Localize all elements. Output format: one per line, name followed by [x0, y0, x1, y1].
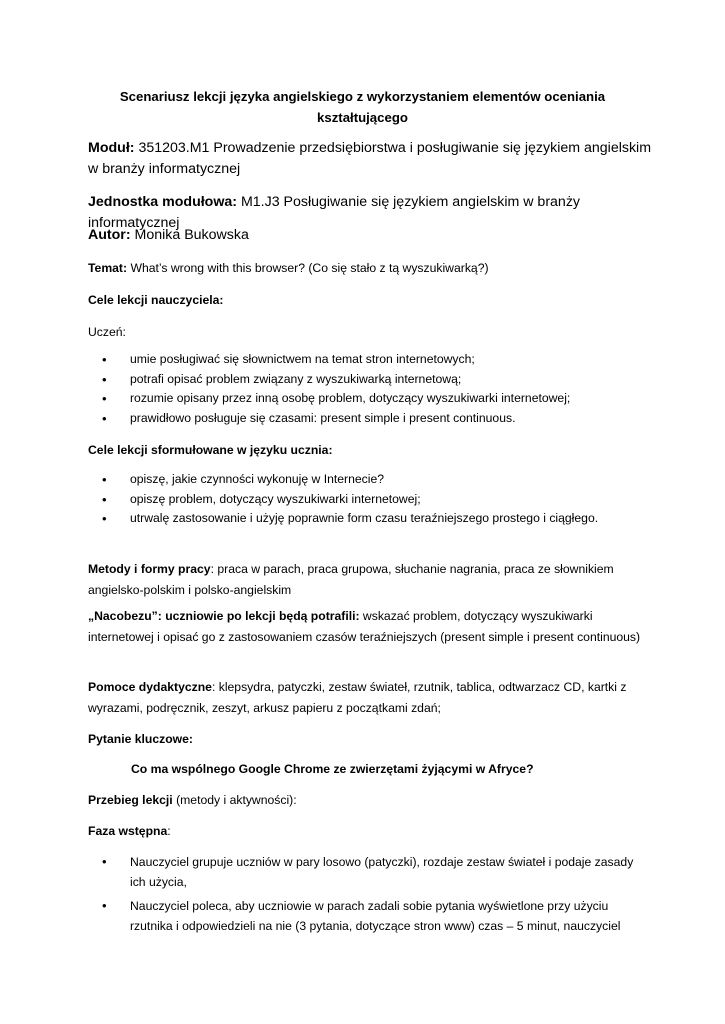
temat-label: Temat:: [88, 261, 128, 275]
modul-value: 351203.M1 Prowadzenie przedsiębiorstwa i posługiwanie się językiem angielskim w branży informatycznej: [88, 140, 652, 177]
bullet-icon: •: [102, 854, 107, 869]
pomoce-label: Pomoce dydaktyczne: [88, 680, 212, 694]
faza-suffix: :: [167, 824, 171, 838]
pytanie-kluczowe: Co ma wspólnego Google Chrome ze zwierzętami żyjącymi w Afryce?: [131, 762, 534, 776]
bullet-icon: •: [102, 511, 107, 526]
cele-ucznia-list: [88, 470, 648, 529]
nacobezu-paragraph: [88, 606, 648, 648]
metody-value: : praca w parach, praca grupowa, słuchanie nagrania, praca ze słownikiem angielsko-polskim i polsko-angielskim: [88, 562, 614, 597]
autor-line: [88, 225, 658, 246]
jednostka-label: Jednostka modułowa:: [88, 194, 237, 210]
pomoce-paragraph: [88, 677, 648, 719]
bullet-icon: •: [102, 391, 107, 406]
bullet-icon: •: [102, 472, 107, 487]
bullet-icon: •: [102, 410, 107, 426]
jednostka-value: M1.J3 Posługiwanie się językiem angielskim w branży informatycznej: [88, 194, 581, 231]
bullet-icon: •: [102, 352, 107, 367]
list-item: • prawidłowo posługuje się czasami: present simple i present continuous.: [88, 409, 648, 429]
temat-line: [88, 258, 648, 279]
faza-line: [88, 821, 648, 842]
metody-label: Metody i formy pracy: [88, 562, 211, 576]
nacobezu-value: wskazać problem, dotyczący wyszukiwarki internetowej i opisać go z zastosowaniem czasów teraźniejszych (present simple i present continuous): [88, 609, 641, 644]
bullet-icon: •: [102, 371, 107, 387]
list-item: • rozumie opisany przez inną osobę problem, dotyczący wyszukiwarki internetowej;: [88, 389, 648, 409]
list-item: • potrafi opisać problem związany z wyszukiwarką internetową;: [88, 370, 648, 390]
list-item: • Nauczyciel poleca, aby uczniowie w parach zadali sobie pytania wyświetlone przy użyciu rzutnika i odpowiedzieli na nie (3 pytania, dotyczące stron www) czas – 5 minut, nauczyciel: [102, 898, 621, 933]
cele-nauczyciela-heading: Cele lekcji nauczyciela:: [88, 293, 224, 307]
przebieg-line: [88, 790, 648, 811]
autor-label: Autor:: [88, 227, 131, 243]
bullet-icon: •: [102, 898, 107, 913]
przebieg-value: (metody i aktywności):: [172, 793, 297, 807]
autor-value: Monika Bukowska: [134, 227, 249, 243]
temat-value: What’s wrong with this browser? (Co się stało z tą wyszukiwarką?): [130, 261, 489, 275]
bullet-icon: •: [102, 491, 107, 507]
cele-nauczyciela-intro: Uczeń:: [88, 325, 126, 339]
modul-line: [88, 138, 658, 180]
modul-label: Moduł:: [88, 140, 135, 156]
przebieg-label: Przebieg lekcji: [88, 793, 173, 807]
nacobezu-label: „Nacobezu”: uczniowie po lekcji będą potrafili:: [88, 609, 360, 623]
faza-label: Faza wstępna: [88, 824, 168, 838]
pomoce-value: : klepsydra, patyczki, zestaw świateł, rzutnik, tablica, odtwarzacz CD, kartki z wyrazami, podręcznik, zeszyt, arkusz papieru z początkami zdań;: [88, 680, 627, 715]
list-item: • utrwalę zastosowanie i użyję poprawnie form czasu teraźniejszego prostego i ciągłego.: [88, 509, 648, 529]
title-line-2: kształtującego: [317, 110, 408, 125]
document-title: [60, 86, 665, 128]
cele-nauczyciela-list: [88, 350, 648, 428]
list-item: • opiszę problem, dotyczący wyszukiwarki internetowej;: [88, 490, 648, 510]
list-item: • opiszę, jakie czynności wykonuję w Internecie?: [88, 470, 648, 490]
cele-ucznia-heading: Cele lekcji sformułowane w języku ucznia:: [88, 443, 333, 457]
metody-paragraph: [88, 559, 648, 601]
list-item: • umie posługiwać się słownictwem na temat stron internetowych;: [88, 350, 648, 370]
faza-list: [88, 852, 648, 936]
title-line-1: Scenariusz lekcji języka angielskiego z wykorzystaniem elementów oceniania: [119, 89, 606, 104]
list-item: • Nauczyciel grupuje uczniów w pary losowo (patyczki), rozdaje zestaw świateł i podaje zasady ich użycia,: [102, 854, 634, 889]
pytanie-heading: Pytanie kluczowe:: [88, 732, 193, 746]
